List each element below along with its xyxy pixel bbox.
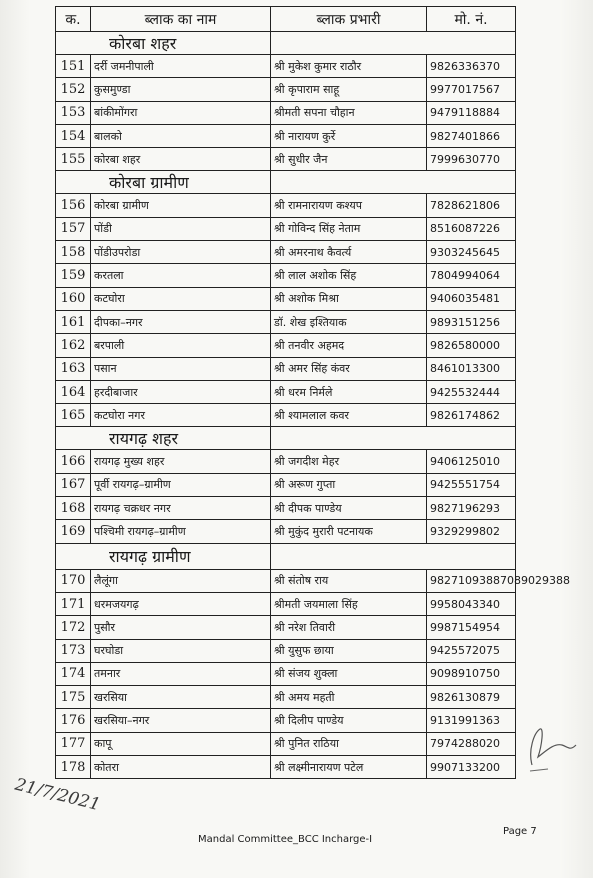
incharge-name-cell: श्री नारायण कुर्रे <box>271 124 427 147</box>
mobile-number-cell: 9131991363 <box>427 709 516 732</box>
incharge-name-cell: डॉ. शेख इश्तियाक <box>271 310 427 333</box>
table-header-row <box>56 7 516 32</box>
block-name-cell: बांकीमोंगरा <box>91 101 271 124</box>
table-row <box>56 616 516 639</box>
incharge-name-cell: श्री पुनित राठिया <box>271 732 427 755</box>
incharge-name-cell: श्री संतोष राय <box>271 569 427 592</box>
table-row <box>56 473 516 496</box>
block-name-cell: दीपका–नगर <box>91 310 271 333</box>
block-name-cell: घरघोडा <box>91 639 271 662</box>
mobile-number-cell: 9827401866 <box>427 124 516 147</box>
block-name-cell: पोंडी <box>91 217 271 240</box>
serial-number-cell: 158 <box>56 241 91 264</box>
mobile-number-cell: 9826580000 <box>427 334 516 357</box>
table-row <box>56 686 516 709</box>
incharge-name-cell: श्री मुकुंद मुरारी पटनायक <box>271 520 427 543</box>
mobile-number-cell: 9826174862 <box>427 404 516 427</box>
serial-number-cell: 173 <box>56 639 91 662</box>
serial-number-cell: 175 <box>56 686 91 709</box>
incharge-name-cell: श्री जगदीश मेहर <box>271 450 427 473</box>
table-row <box>56 310 516 333</box>
header-mobile: मो. नं. <box>427 7 516 32</box>
serial-number-cell: 159 <box>56 264 91 287</box>
mobile-number-cell: 9425572075 <box>427 639 516 662</box>
header-serial: क. <box>56 7 91 32</box>
serial-number-cell: 153 <box>56 101 91 124</box>
section-header-row <box>56 427 516 450</box>
incharge-name-cell: श्री तनवीर अहमद <box>271 334 427 357</box>
table-row <box>56 217 516 240</box>
mobile-number-primary: 9827109388 <box>430 574 500 588</box>
mobile-number-cell: 9303245645 <box>427 241 516 264</box>
block-name-cell: पसान <box>91 357 271 380</box>
mobile-number-cell: 9977017567 <box>427 78 516 101</box>
table-row <box>56 241 516 264</box>
mobile-number-cell: 9907133200 <box>427 756 516 779</box>
table-row <box>56 148 516 171</box>
incharge-name-cell: श्री सुधीर जैन <box>271 148 427 171</box>
mobile-number-cell: 9098910750 <box>427 662 516 685</box>
incharge-name-cell: श्री धरम निर्मले <box>271 380 427 403</box>
mobile-number-cell: 9827196293 <box>427 497 516 520</box>
block-name-cell: पुसौर <box>91 616 271 639</box>
table-row <box>56 101 516 124</box>
table-row <box>56 55 516 78</box>
section-title: कोरबा ग्रामीण <box>109 173 189 193</box>
table-row <box>56 404 516 427</box>
section-title: रायगढ़ शहर <box>109 429 178 449</box>
mobile-number-cell: 9958043340 <box>427 592 516 615</box>
mobile-number-cell: 9329299802 <box>427 520 516 543</box>
table-row <box>56 569 516 592</box>
serial-number-cell: 168 <box>56 497 91 520</box>
incharge-name-cell: श्री लक्ष्मीनारायण पटेल <box>271 756 427 779</box>
mobile-number-cell: 9826336370 <box>427 55 516 78</box>
block-name-cell: कटघोरा <box>91 287 271 310</box>
block-name-cell: कोरबा ग्रामीण <box>91 194 271 217</box>
incharge-name-cell: श्री अमर सिंह कंवर <box>271 357 427 380</box>
block-name-cell: पोंडीउपरोडा <box>91 241 271 264</box>
incharge-name-cell: श्री रामनारायण कश्यप <box>271 194 427 217</box>
mobile-number-secondary: 7089029388 <box>500 574 570 588</box>
table-row <box>56 662 516 685</box>
serial-number-cell: 151 <box>56 55 91 78</box>
table-row <box>56 287 516 310</box>
serial-number-cell: 157 <box>56 217 91 240</box>
incharge-name-cell: श्री संजय शुक्ला <box>271 662 427 685</box>
block-name-cell: रायगढ़ मुख्य शहर <box>91 450 271 473</box>
block-name-cell: दर्री जमनीपाली <box>91 55 271 78</box>
incharge-name-cell: श्रीमती जयमाला सिंह <box>271 592 427 615</box>
serial-number-cell: 152 <box>56 78 91 101</box>
mobile-number-cell: 7828621806 <box>427 194 516 217</box>
block-name-cell: करतला <box>91 264 271 287</box>
incharge-name-cell: श्री युसुफ छाया <box>271 639 427 662</box>
serial-number-cell: 174 <box>56 662 91 685</box>
block-name-cell: तमनार <box>91 662 271 685</box>
table-row <box>56 357 516 380</box>
incharge-name-cell: श्री अमरनाथ कैवर्त्य <box>271 241 427 264</box>
section-header-row <box>56 171 516 194</box>
table-row <box>56 380 516 403</box>
table-row <box>56 264 516 287</box>
serial-number-cell: 169 <box>56 520 91 543</box>
incharge-name-cell: श्री नरेश तिवारी <box>271 616 427 639</box>
mobile-number-cell: 9987154954 <box>427 616 516 639</box>
serial-number-cell: 176 <box>56 709 91 732</box>
mobile-number-cell: 9479118884 <box>427 101 516 124</box>
table-row <box>56 520 516 543</box>
block-name-cell: बरपाली <box>91 334 271 357</box>
mobile-number-cell: 7804994064 <box>427 264 516 287</box>
mobile-number-cell: 9893151256 <box>427 310 516 333</box>
block-name-cell: धरमजयगढ़ <box>91 592 271 615</box>
block-name-cell: हरदीबाजार <box>91 380 271 403</box>
serial-number-cell: 155 <box>56 148 91 171</box>
incharge-name-cell: श्री लाल अशोक सिंह <box>271 264 427 287</box>
table-row <box>56 756 516 779</box>
mobile-number-cell: 8461013300 <box>427 357 516 380</box>
mobile-number-cell: 9406035481 <box>427 287 516 310</box>
mobile-number-cell: 9406125010 <box>427 450 516 473</box>
handwritten-date: 21/7/2021 <box>12 774 103 816</box>
incharge-name-cell: श्री दिलीप पाण्डेय <box>271 709 427 732</box>
block-name-cell: खरसिया–नगर <box>91 709 271 732</box>
mobile-number-cell: 9425532444 <box>427 380 516 403</box>
table-row <box>56 639 516 662</box>
incharge-name-cell: श्री गोविन्द सिंह नेताम <box>271 217 427 240</box>
incharge-name-cell: श्री दीपक पाण्डेय <box>271 497 427 520</box>
serial-number-cell: 156 <box>56 194 91 217</box>
block-name-cell: कटघोरा नगर <box>91 404 271 427</box>
block-name-cell: कोरबा शहर <box>91 148 271 171</box>
header-block-name: ब्लाक का नाम <box>91 7 271 32</box>
serial-number-cell: 160 <box>56 287 91 310</box>
table-row <box>56 78 516 101</box>
mobile-number-cell: 7974288020 <box>427 732 516 755</box>
block-name-cell: कोतरा <box>91 756 271 779</box>
serial-number-cell: 171 <box>56 592 91 615</box>
header-block-incharge: ब्लाक प्रभारी <box>271 7 427 32</box>
table-row <box>56 592 516 615</box>
block-name-cell: खरसिया <box>91 686 271 709</box>
section-title: कोरबा शहर <box>109 34 177 53</box>
table-row <box>56 334 516 357</box>
mobile-number-cell <box>427 569 570 592</box>
serial-number-cell: 163 <box>56 357 91 380</box>
serial-number-cell: 154 <box>56 124 91 147</box>
serial-number-cell: 178 <box>56 756 91 779</box>
block-name-cell: बालको <box>91 124 271 147</box>
serial-number-cell: 166 <box>56 450 91 473</box>
incharge-name-cell: श्री मुकेश कुमार राठौर <box>271 55 427 78</box>
section-title: रायगढ़ ग्रामीण <box>109 547 191 567</box>
mobile-number-cell: 8516087226 <box>427 217 516 240</box>
incharge-name-cell: श्री अशोक मिश्रा <box>271 287 427 310</box>
block-name-cell: कुसमुण्डा <box>91 78 271 101</box>
footer-text: Mandal Committee_BCC Incharge-I <box>198 834 373 845</box>
incharge-name-cell: श्री अमय महती <box>271 686 427 709</box>
serial-number-cell: 167 <box>56 473 91 496</box>
block-name-cell: पश्चिमी रायगढ़–ग्रामीण <box>91 520 271 543</box>
block-name-cell: पूर्वी रायगढ़–ग्रामीण <box>91 473 271 496</box>
incharge-name-cell: श्री अरूण गुप्ता <box>271 473 427 496</box>
table-row <box>56 450 516 473</box>
table-row <box>56 709 516 732</box>
page-number: Page 7 <box>503 826 537 837</box>
table-row <box>56 124 516 147</box>
mobile-number-cell: 9425551754 <box>427 473 516 496</box>
serial-number-cell: 162 <box>56 334 91 357</box>
signature-icon <box>520 715 580 775</box>
incharge-name-cell: श्री श्यामलाल कवर <box>271 404 427 427</box>
section-header-row <box>56 32 516 55</box>
table-row <box>56 194 516 217</box>
table-row <box>56 732 516 755</box>
section-header-row <box>56 543 516 569</box>
incharge-name-cell: श्री कृपाराम साहू <box>271 78 427 101</box>
mobile-number-cell: 7999630770 <box>427 148 516 171</box>
mobile-number-cell: 9826130879 <box>427 686 516 709</box>
incharge-name-cell: श्रीमती सपना चौहान <box>271 101 427 124</box>
block-name-cell: कापू <box>91 732 271 755</box>
serial-number-cell: 165 <box>56 404 91 427</box>
block-name-cell: लैलूंगा <box>91 569 271 592</box>
incharge-table <box>55 6 570 779</box>
serial-number-cell: 177 <box>56 732 91 755</box>
serial-number-cell: 161 <box>56 310 91 333</box>
serial-number-cell: 172 <box>56 616 91 639</box>
block-name-cell: रायगढ़ चक्रधर नगर <box>91 497 271 520</box>
serial-number-cell: 170 <box>56 569 91 592</box>
table-row <box>56 497 516 520</box>
serial-number-cell: 164 <box>56 380 91 403</box>
